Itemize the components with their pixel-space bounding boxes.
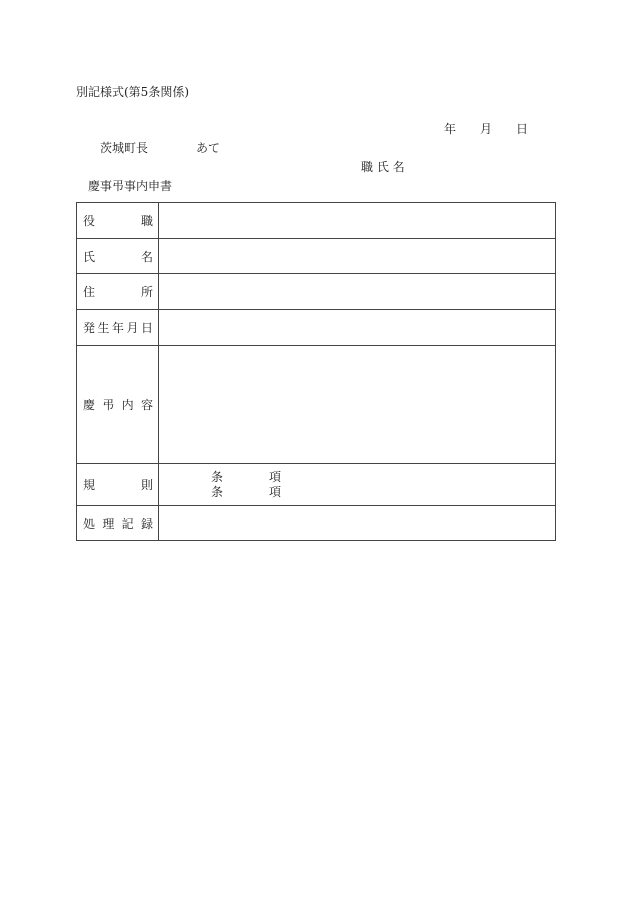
table-row	[77, 506, 556, 541]
row-label-position: 役職	[83, 214, 153, 228]
table-row	[77, 346, 556, 464]
row-label-event-details: 慶弔内容	[83, 398, 153, 412]
table-row	[77, 310, 556, 346]
field-regulation[interactable]	[159, 464, 556, 506]
row-label-regulation: 規則	[83, 478, 153, 492]
field-occurrence-date[interactable]	[159, 310, 556, 346]
row-label-processing-record: 処理記録	[83, 516, 153, 531]
table-row	[77, 239, 556, 274]
rule-line	[211, 485, 555, 500]
field-processing-record[interactable]	[159, 506, 556, 541]
form-title: 別記様式(第5条関係)	[76, 85, 189, 99]
document-title: 慶事弔事内申書	[88, 179, 173, 193]
field-position[interactable]	[159, 203, 556, 239]
applicant-label: 職 氏 名	[361, 160, 405, 174]
date-month: 月	[480, 122, 493, 136]
date-year: 年	[444, 122, 457, 136]
rule-line	[211, 470, 555, 485]
article-label: 条	[211, 469, 224, 484]
field-name[interactable]	[159, 239, 556, 274]
application-table	[76, 202, 556, 541]
article-label: 条	[211, 484, 224, 499]
row-label-occurrence-date: 発生年月日	[83, 321, 153, 335]
addressee-suffix: あて	[196, 141, 221, 155]
table-row	[77, 274, 556, 310]
field-address[interactable]	[159, 274, 556, 310]
table-row	[77, 464, 556, 506]
row-label-address: 住所	[83, 285, 153, 299]
paragraph-label: 項	[269, 484, 282, 499]
addressee-name: 茨城町長	[100, 141, 149, 155]
row-label-name: 氏名	[83, 249, 153, 264]
table-row	[77, 203, 556, 239]
paragraph-label: 項	[269, 469, 282, 484]
date-day: 日	[516, 122, 529, 136]
field-event-details[interactable]	[159, 346, 556, 464]
